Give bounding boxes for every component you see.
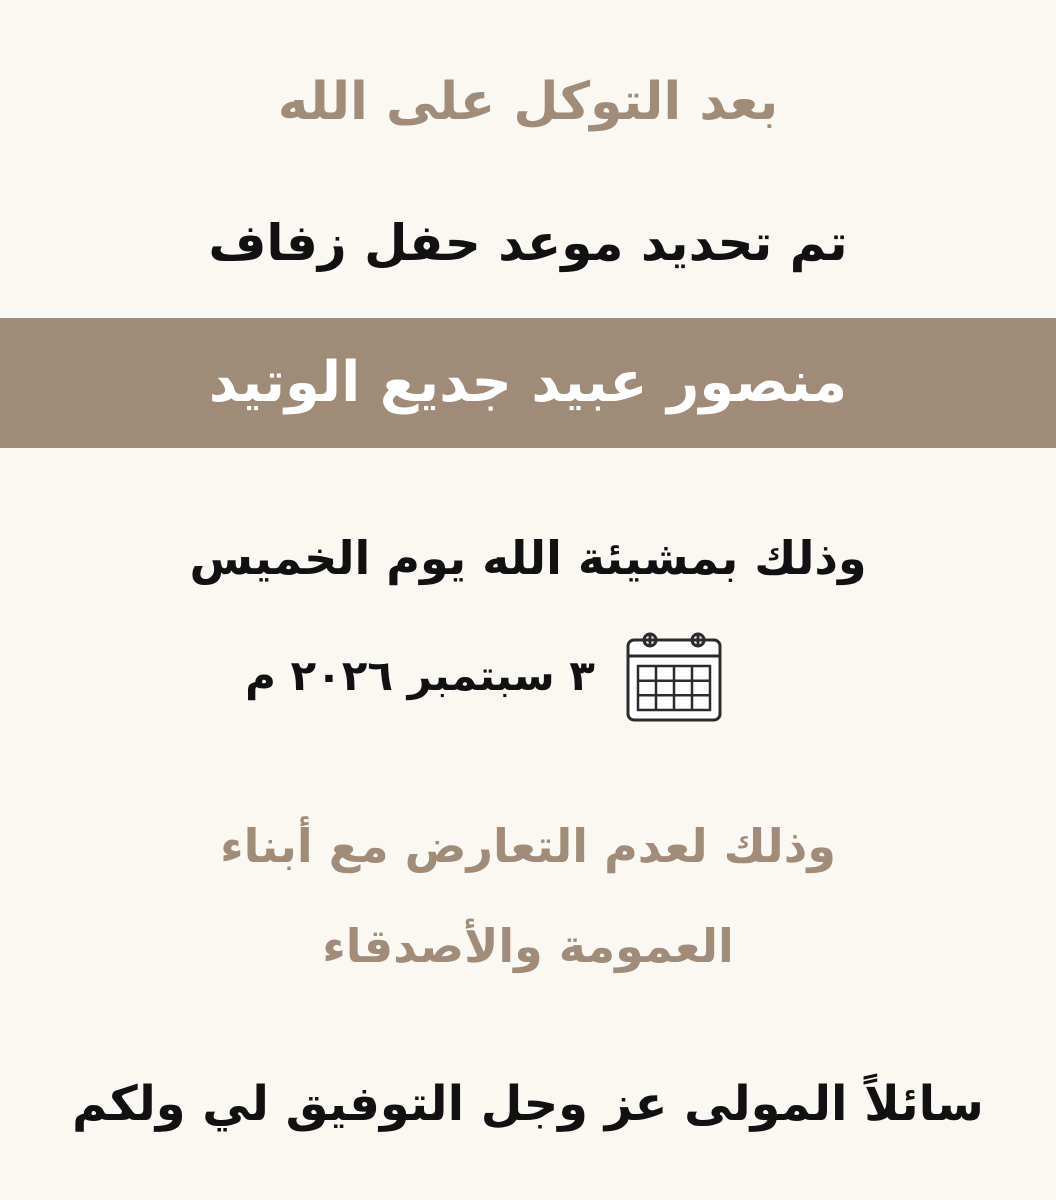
event-date: ٣ سبتمبر ٢٠٢٦ م [245,651,595,700]
opening-heading: بعد التوكل على الله [277,72,779,132]
announcement-text: تم تحديد موعد حفل زفاف [208,214,848,272]
reason-line-1: وذلك لعدم التعارض مع أبناء [220,819,836,873]
closing-text: سائلاً المولى عز وجل التوفيق لي ولكم [72,1076,984,1132]
day-line: وذلك بمشيئة الله يوم الخميس [189,531,867,585]
date-row [0,626,1056,726]
reason-line-2: العمومة والأصدقاء [322,919,734,973]
groom-name: منصور عبيد جديع الوتيد [208,350,848,415]
calendar-icon [624,628,724,724]
